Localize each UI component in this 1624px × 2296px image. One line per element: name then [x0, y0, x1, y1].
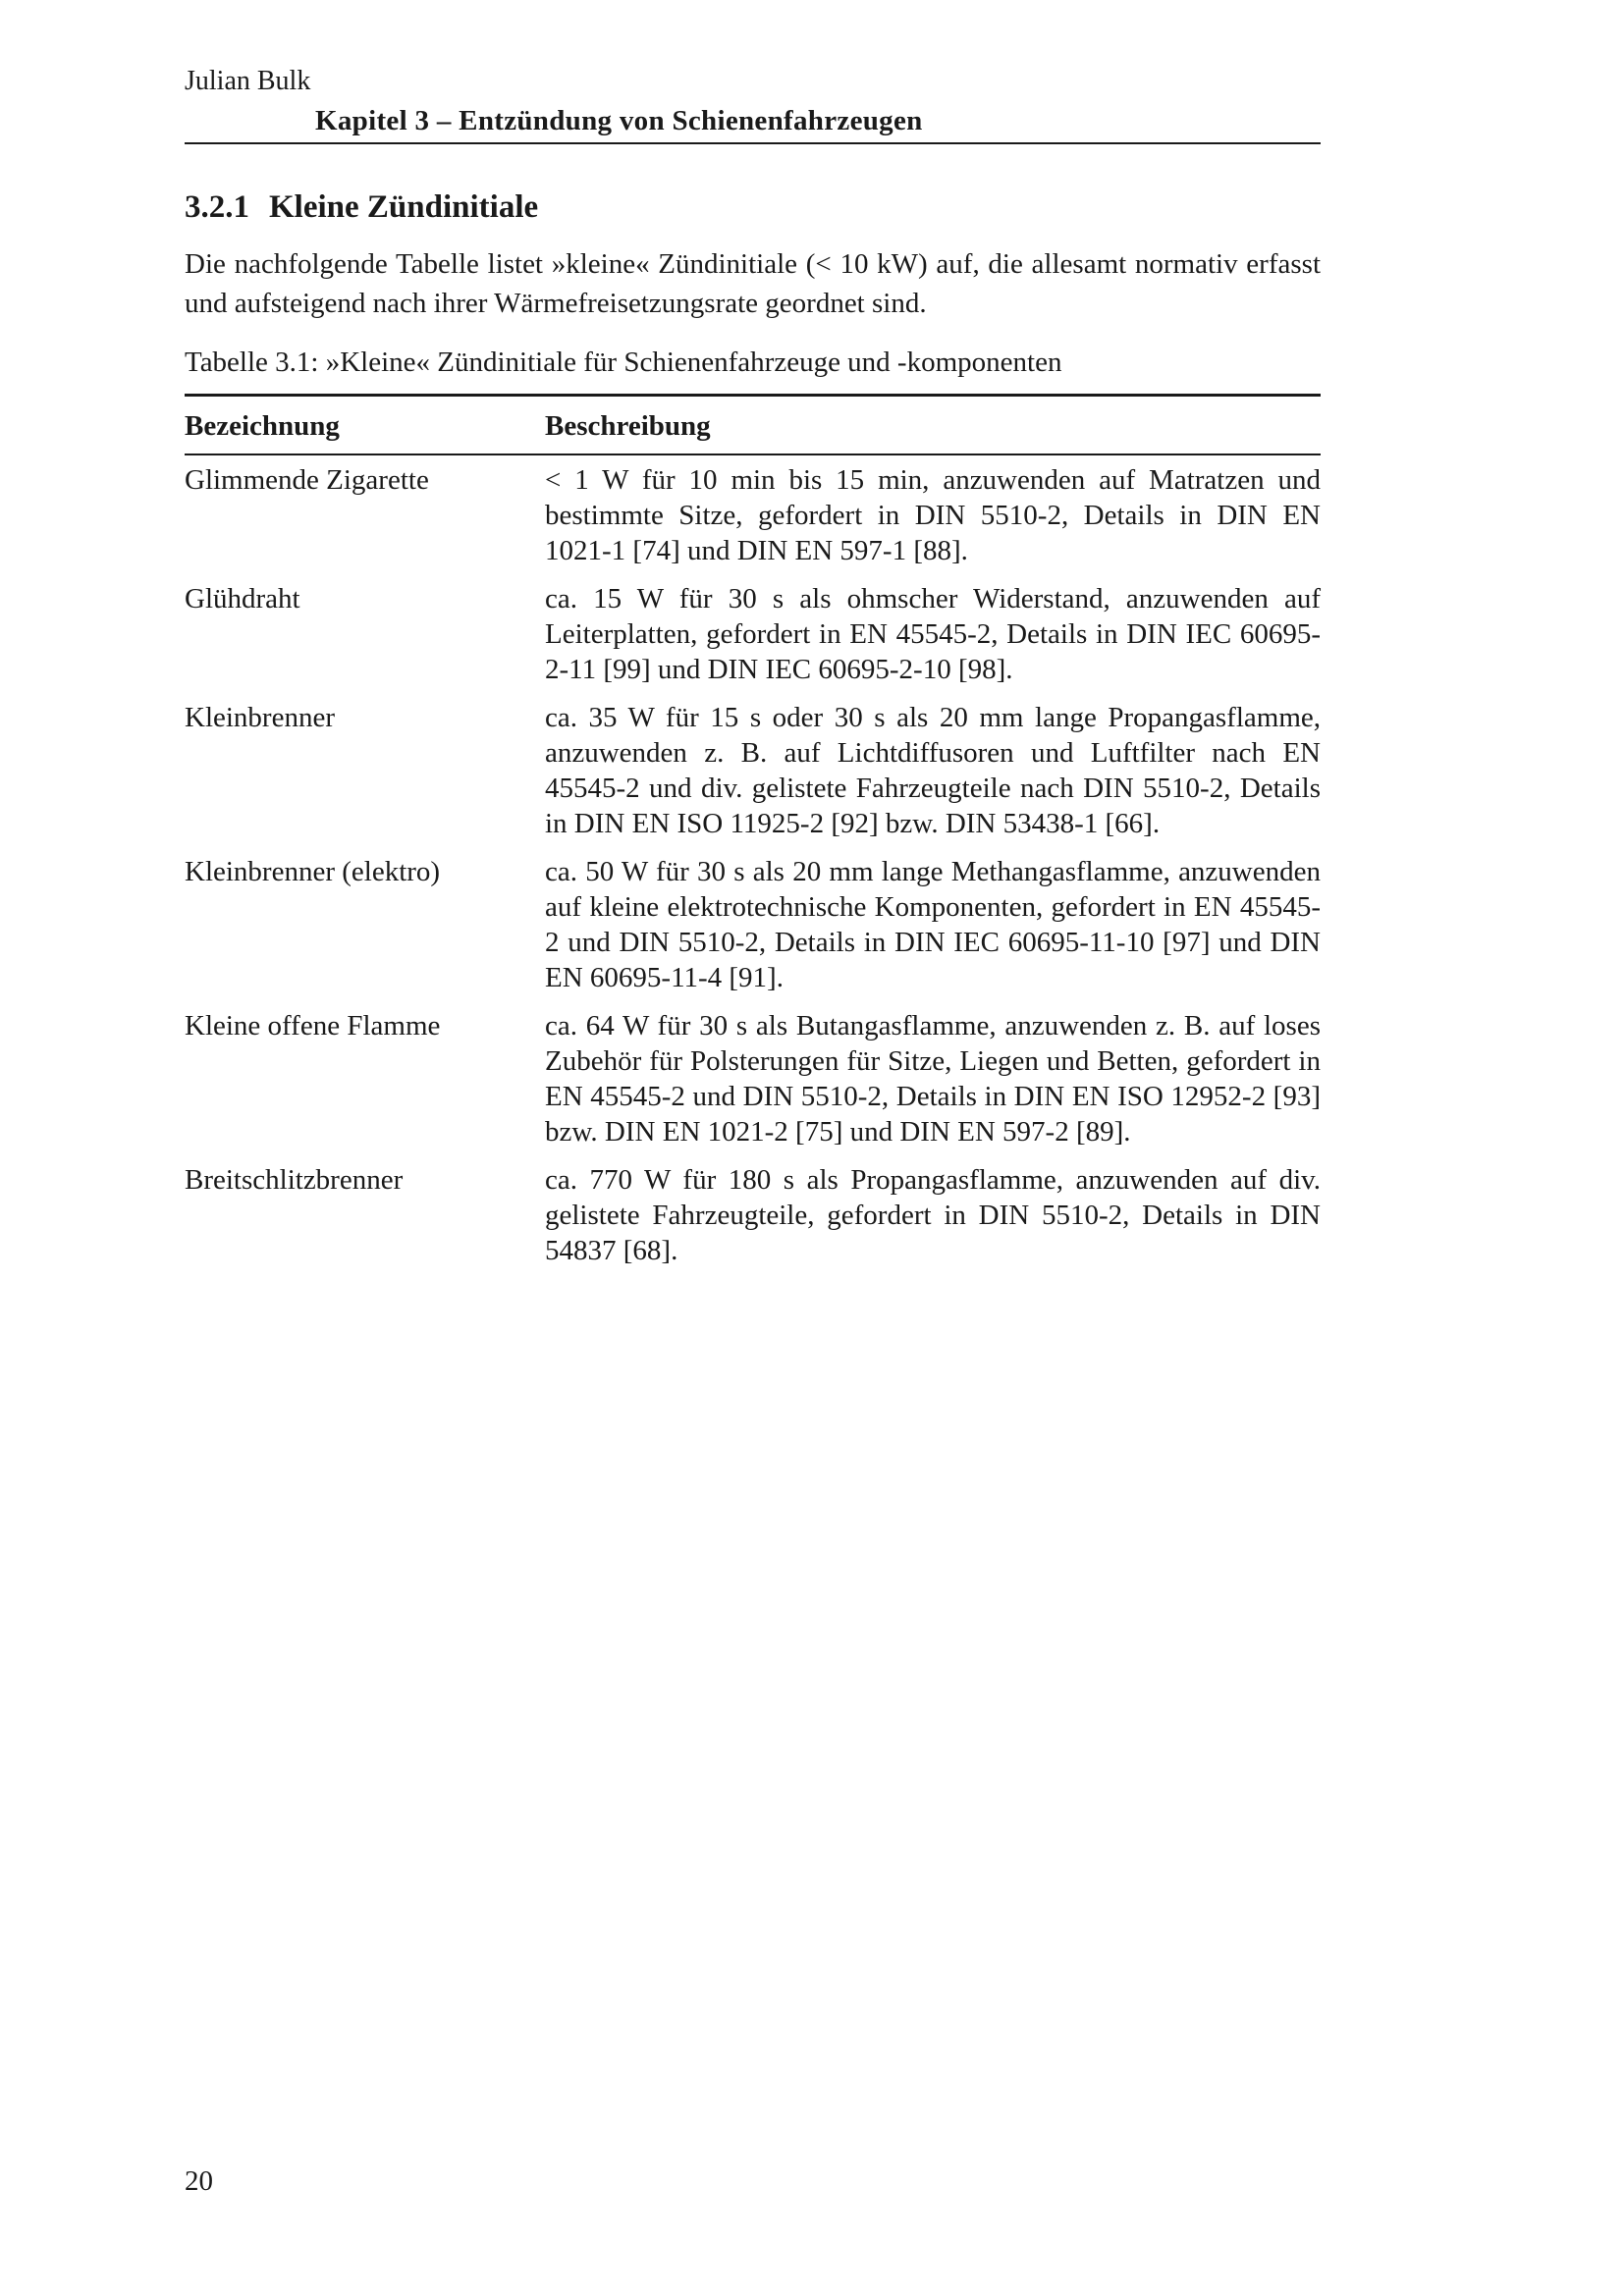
- term-cell: Kleinbrenner: [185, 702, 335, 733]
- column-header-beschreibung: Beschreibung: [545, 410, 711, 442]
- description-cell: ca. 50 W für 30 s als 20 mm lange Methangasflamme, anzuwenden auf kleine elektrotechnische Komponenten, gefordert in EN 45545-2 und DIN 5510-2, Details in DIN IEC 60695-11-10 [97] und DIN EN 60695-11-4 [91].: [545, 856, 1321, 993]
- description-cell: ca. 64 W für 30 s als Butangasflamme, anzuwenden z. B. auf loses Zubehör für Polsterungen für Sitze, Liegen und Betten, gefordert in EN 45545-2 und DIN 5510-2, Details in DIN EN ISO 12952-2 [93] bzw. DIN EN 1021-2 [75] und DIN EN 597-2 [89].: [545, 1010, 1321, 1148]
- description-cell: ca. 15 W für 30 s als ohmscher Widerstand, anzuwenden auf Leiterplatten, gefordert in EN 45545-2, Details in DIN IEC 60695-2-11 [99] und DIN IEC 60695-2-10 [98].: [545, 583, 1321, 685]
- term-cell: Kleine offene Flamme: [185, 1010, 441, 1041]
- table-row: [185, 574, 1321, 693]
- description-cell: < 1 W für 10 min bis 15 min, anzuwenden auf Matratzen und bestimmte Sitze, gefordert in DIN 5510-2, Details in DIN EN 1021-1 [74] und DIN EN 597-1 [88].: [545, 464, 1321, 566]
- term-cell: Breitschlitzbrenner: [185, 1164, 404, 1196]
- section-number: 3.2.1: [185, 189, 249, 225]
- ignition-sources-table: [185, 394, 1321, 1274]
- description-cell: ca. 770 W für 180 s als Propangasflamme, anzuwenden auf div. gelistete Fahrzeugteile, gefordert in DIN 5510-2, Details in DIN 54837 [68].: [545, 1164, 1321, 1266]
- table-row: [185, 847, 1321, 1001]
- term-cell: Kleinbrenner (elektro): [185, 856, 441, 887]
- table-row: [185, 455, 1321, 574]
- description-cell: ca. 35 W für 15 s oder 30 s als 20 mm lange Propangasflamme, anzuwenden z. B. auf Lichtdiffusoren und Luftfilter nach EN 45545-2 und div. gelistete Fahrzeugteile nach DIN 5510-2, Details in DIN EN ISO 11925-2 [92] bzw. DIN 53438-1 [66].: [545, 702, 1321, 839]
- header-rule: [185, 142, 1321, 144]
- section-heading: [185, 187, 1321, 227]
- table-caption: Tabelle 3.1: »Kleine« Zündinitiale für Schienenfahrzeuge und -komponenten: [185, 347, 1062, 378]
- intro-paragraph: Die nachfolgende Tabelle listet »kleine« Zündinitiale (< 10 kW) auf, die allesamt normativ erfasst und aufsteigend nach ihrer Wärmefreisetzungsrate geordnet sind.: [185, 248, 1321, 319]
- table-row: [185, 693, 1321, 847]
- term-cell: Glühdraht: [185, 583, 300, 614]
- text-block: [185, 0, 1321, 1274]
- running-header-author: Julian Bulk: [185, 66, 311, 96]
- running-header-chapter: Kapitel 3 – Entzündung von Schienenfahrzeugen: [315, 105, 923, 136]
- table-header-row: [185, 397, 1321, 454]
- page-number: 20: [185, 2165, 213, 2197]
- table-row: [185, 1001, 1321, 1155]
- table-row: [185, 1155, 1321, 1274]
- column-header-bezeichnung: Bezeichnung: [185, 410, 340, 442]
- term-cell: Glimmende Zigarette: [185, 464, 429, 496]
- section-title: Kleine Zündinitiale: [269, 189, 539, 225]
